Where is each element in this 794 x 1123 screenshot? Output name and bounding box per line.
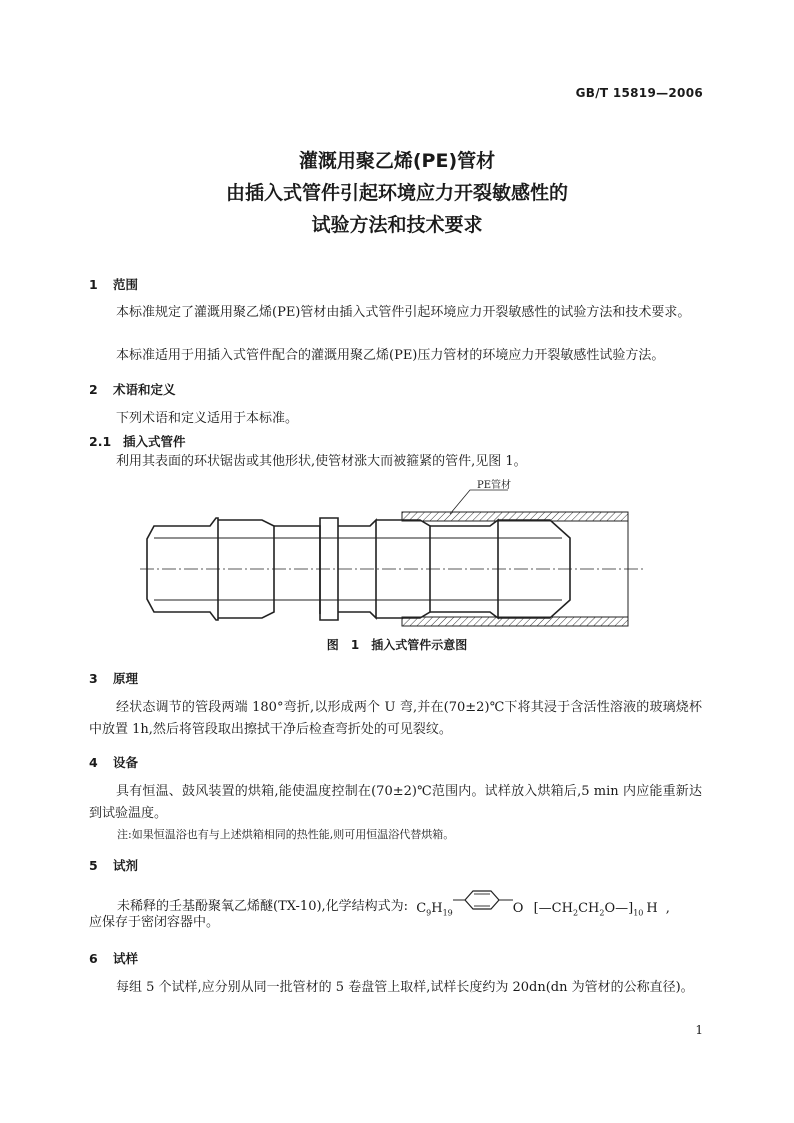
- insert-fitting-figure: [130, 474, 650, 634]
- section-5-paragraph-2: 应保存于密闭容器中。: [89, 915, 220, 930]
- formula-end: H: [646, 901, 658, 916]
- section-1-paragraph-1: 本标准规定了灌溉用聚乙烯(PE)管材由插入式管件引起环境应力开裂敏感性的试验方法和技术要求。: [116, 305, 691, 320]
- section-4-paragraph-1: 具有恒温、鼓风装置的烘箱,能使温度控制在(70±2)℃范围内。试样放入烘箱后,5 min 内应能重新达到试验温度。: [89, 784, 702, 821]
- formula-unit-2: CH: [578, 901, 600, 916]
- formula-open-bracket: [: [533, 901, 539, 916]
- formula-unit-3: O—: [604, 901, 629, 916]
- section-title: 设备: [113, 755, 139, 770]
- formula-h: H: [431, 901, 443, 916]
- section-4-heading: [89, 753, 138, 771]
- section-title: 原理: [113, 671, 139, 686]
- standard-code: GB/T 15819—2006: [575, 86, 703, 100]
- section-title: 术语和定义: [113, 382, 176, 397]
- section-number: 2: [89, 382, 98, 397]
- section-2-paragraph-1: 下列术语和定义适用于本标准。: [116, 411, 299, 426]
- label-leader: [450, 490, 508, 514]
- formula-close-bracket: ]: [628, 901, 634, 916]
- figure-caption: 图 1 插入式管件示意图: [326, 638, 468, 652]
- section-title: 试样: [113, 951, 139, 966]
- section-number: 6: [89, 951, 98, 966]
- formula-unit-1-sub: 2: [572, 908, 579, 918]
- formula-c: C: [416, 901, 427, 916]
- section-4-note: 注:如果恒温浴也有与上述烘箱相同的热性能,则可用恒温浴代替烘箱。: [117, 828, 455, 841]
- section-number: 3: [89, 671, 98, 686]
- formula-c-sub: 9: [426, 908, 432, 918]
- section-2-1-heading: [89, 432, 186, 450]
- title-line-2: 由插入式管件引起环境应力开裂敏感性的: [225, 182, 568, 204]
- formula-comma: ,: [665, 901, 670, 916]
- section-number: 4: [89, 755, 98, 770]
- section-3-heading: [89, 669, 138, 687]
- section-5-heading: [89, 856, 138, 874]
- section-2-heading: [89, 380, 176, 398]
- section-3-paragraph-1: 经状态调节的管段两端 180°弯折,以形成两个 U 弯,并在(70±2)℃下将其浸于含活性溶液的玻璃烧杯中放置 1h,然后将管段取出擦拭干净后检查弯折处的可见裂纹。: [89, 700, 702, 737]
- title-line-3: 试验方法和技术要求: [311, 214, 483, 236]
- formula-unit-2-sub: 2: [599, 908, 605, 918]
- section-title: 试剂: [113, 858, 139, 873]
- page-number: 1: [695, 1023, 703, 1037]
- section-6-heading: [89, 949, 138, 967]
- reagent-description: 未稀释的壬基酚聚氧乙烯醚(TX-10),化学结构式为:: [117, 898, 409, 914]
- section-1-heading: [89, 275, 138, 293]
- formula-h-sub: 19: [442, 908, 453, 918]
- section-number: 5: [89, 858, 98, 873]
- section-2-1-paragraph-1: 利用其表面的环状锯齿或其他形状,使管材涨大而被箍紧的管件,见图 1。: [116, 454, 527, 469]
- section-5-paragraph-1: [117, 888, 670, 918]
- formula-unit-1: —CH: [538, 901, 573, 916]
- pipe-label: PE管材: [477, 480, 512, 491]
- section-title: 插入式管件: [123, 434, 186, 449]
- section-number: 2.1: [89, 434, 112, 449]
- section-title: 范围: [113, 277, 139, 292]
- formula-o: O: [512, 901, 524, 916]
- section-6-paragraph-1: 每组 5 个试样,应分别从同一批管材的 5 卷盘管上取样,试样长度约为 20dn(dn 为管材的公称直径)。: [116, 980, 694, 995]
- section-1-paragraph-2: 本标准适用于用插入式管件配合的灌溉用聚乙烯(PE)压力管材的环境应力开裂敏感性试验方法。: [116, 348, 665, 363]
- title-line-1: 灌溉用聚乙烯(PE)管材: [298, 150, 496, 172]
- section-number: 1: [89, 277, 98, 292]
- benzene-ring-icon: [453, 888, 513, 912]
- formula-repeat-count: 10: [633, 908, 644, 918]
